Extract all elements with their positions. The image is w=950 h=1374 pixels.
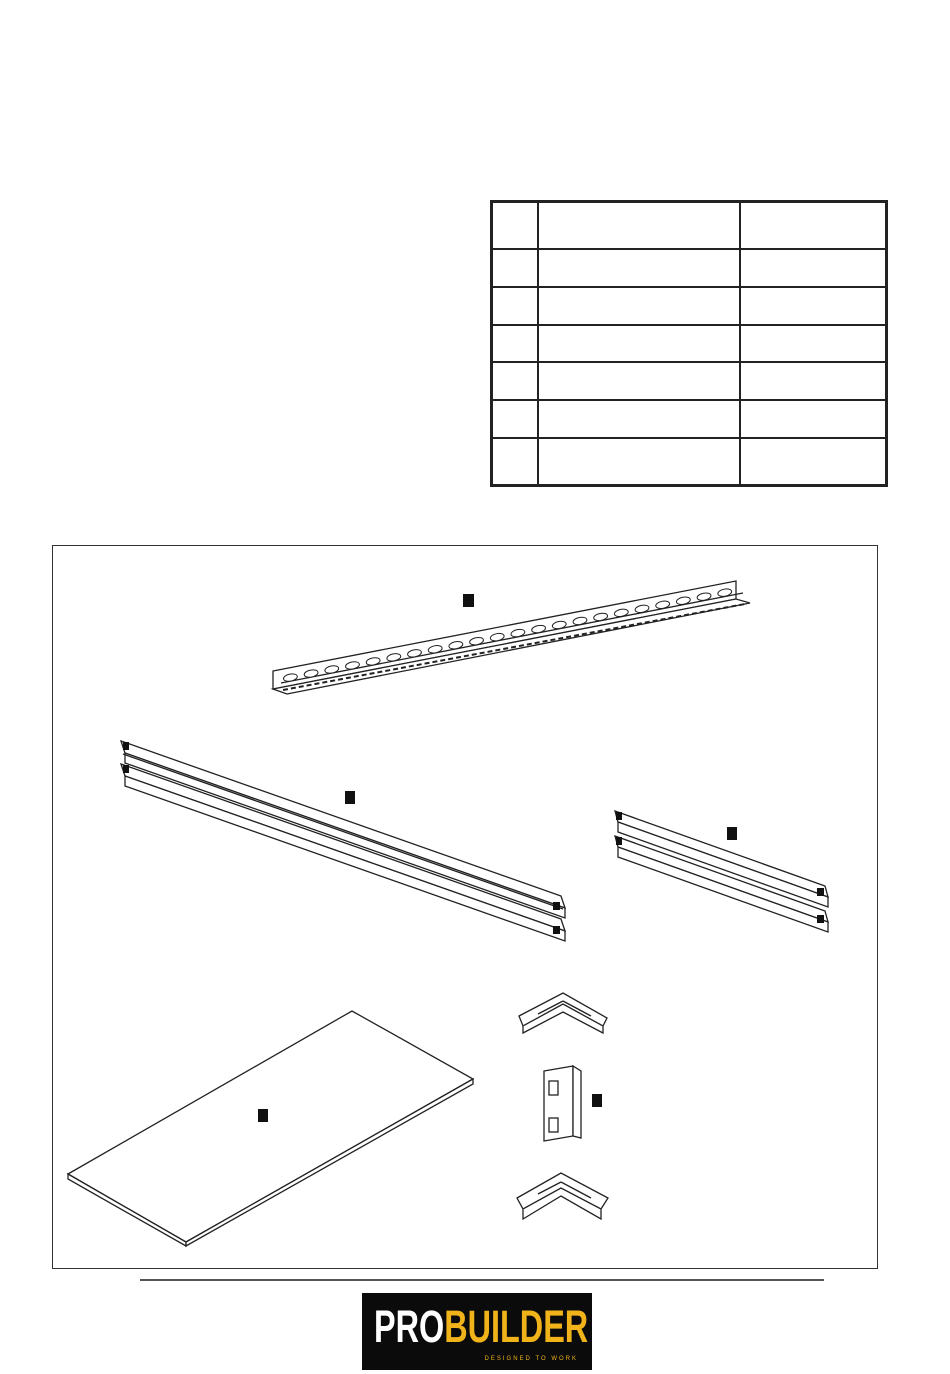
table-cell bbox=[740, 400, 887, 438]
table-cell bbox=[740, 325, 887, 363]
table-cell bbox=[492, 362, 539, 400]
clip-connector bbox=[544, 1066, 581, 1141]
table-cell bbox=[538, 249, 740, 287]
table-cell bbox=[538, 325, 740, 363]
table-cell bbox=[538, 438, 740, 485]
part-marker-short-beam bbox=[727, 827, 737, 840]
part-marker-long-beam bbox=[345, 791, 355, 804]
table-row bbox=[492, 400, 887, 438]
table-cell bbox=[538, 287, 740, 325]
table-cell bbox=[492, 202, 539, 249]
table-cell bbox=[740, 438, 887, 485]
part-marker-shelf bbox=[258, 1109, 268, 1122]
parts-diagram bbox=[52, 545, 878, 1269]
table-cell bbox=[492, 325, 539, 363]
table-cell bbox=[538, 202, 740, 249]
probuilder-logo bbox=[362, 1293, 592, 1370]
short-beam bbox=[615, 811, 828, 932]
part-marker-post bbox=[463, 594, 474, 607]
table-cell bbox=[492, 400, 539, 438]
corner-connector bbox=[519, 993, 607, 1033]
table-row bbox=[492, 287, 887, 325]
long-beam bbox=[121, 741, 565, 941]
table-cell bbox=[492, 249, 539, 287]
table-row bbox=[492, 249, 887, 287]
parts-list-table bbox=[490, 200, 888, 487]
footer-divider bbox=[140, 1279, 824, 1281]
table-cell bbox=[740, 249, 887, 287]
table-row bbox=[492, 325, 887, 363]
logo-tagline: DESIGNED TO WORK bbox=[484, 1356, 578, 1362]
table-cell bbox=[492, 438, 539, 485]
table-cell bbox=[538, 362, 740, 400]
logo-wordmark: PROBUILDER bbox=[374, 1301, 589, 1352]
part-marker-connector bbox=[592, 1094, 602, 1107]
table-cell bbox=[740, 202, 887, 249]
table-row bbox=[492, 202, 887, 249]
shelf-panel bbox=[68, 1011, 473, 1246]
table-cell bbox=[740, 362, 887, 400]
shelf-corner-support bbox=[517, 1173, 608, 1219]
parts-diagram-drawing bbox=[53, 546, 879, 1270]
table-cell bbox=[492, 287, 539, 325]
table-cell bbox=[538, 400, 740, 438]
table-row bbox=[492, 438, 887, 485]
table-row bbox=[492, 362, 887, 400]
table-cell bbox=[740, 287, 887, 325]
upright-post bbox=[273, 581, 750, 694]
